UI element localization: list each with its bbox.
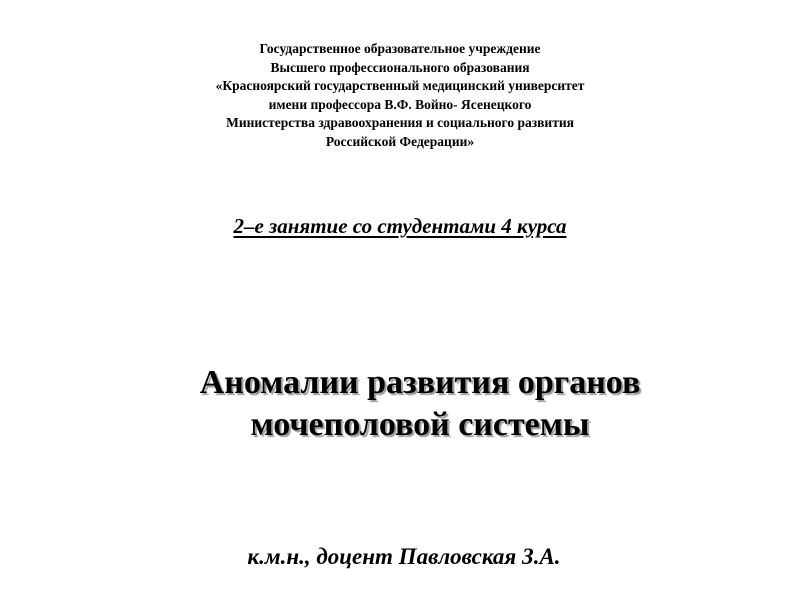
header-line: Российской Федерации» [325, 133, 475, 149]
header-line: Министерства здравоохранения и социального развития [226, 115, 574, 131]
header-line: Государственное образовательное учреждение [259, 41, 541, 56]
header-line: имени профессора В.Ф. Войно- Ясенецкого [268, 96, 532, 112]
lesson-subtitle: 2–е занятие со студентами 4 курса [233, 214, 567, 238]
author-credit: к.м.н., доцент Павловская З.А. [247, 544, 561, 569]
title-line: Аномалии развития органов [199, 364, 641, 401]
presentation-title [20, 362, 800, 446]
header-line: Высшего профессионального образования [270, 59, 530, 75]
title-line: мочеполовой системы [250, 406, 590, 443]
institution-header [0, 40, 800, 152]
header-line: «Красноярский государственный медицинский университет [215, 78, 585, 94]
